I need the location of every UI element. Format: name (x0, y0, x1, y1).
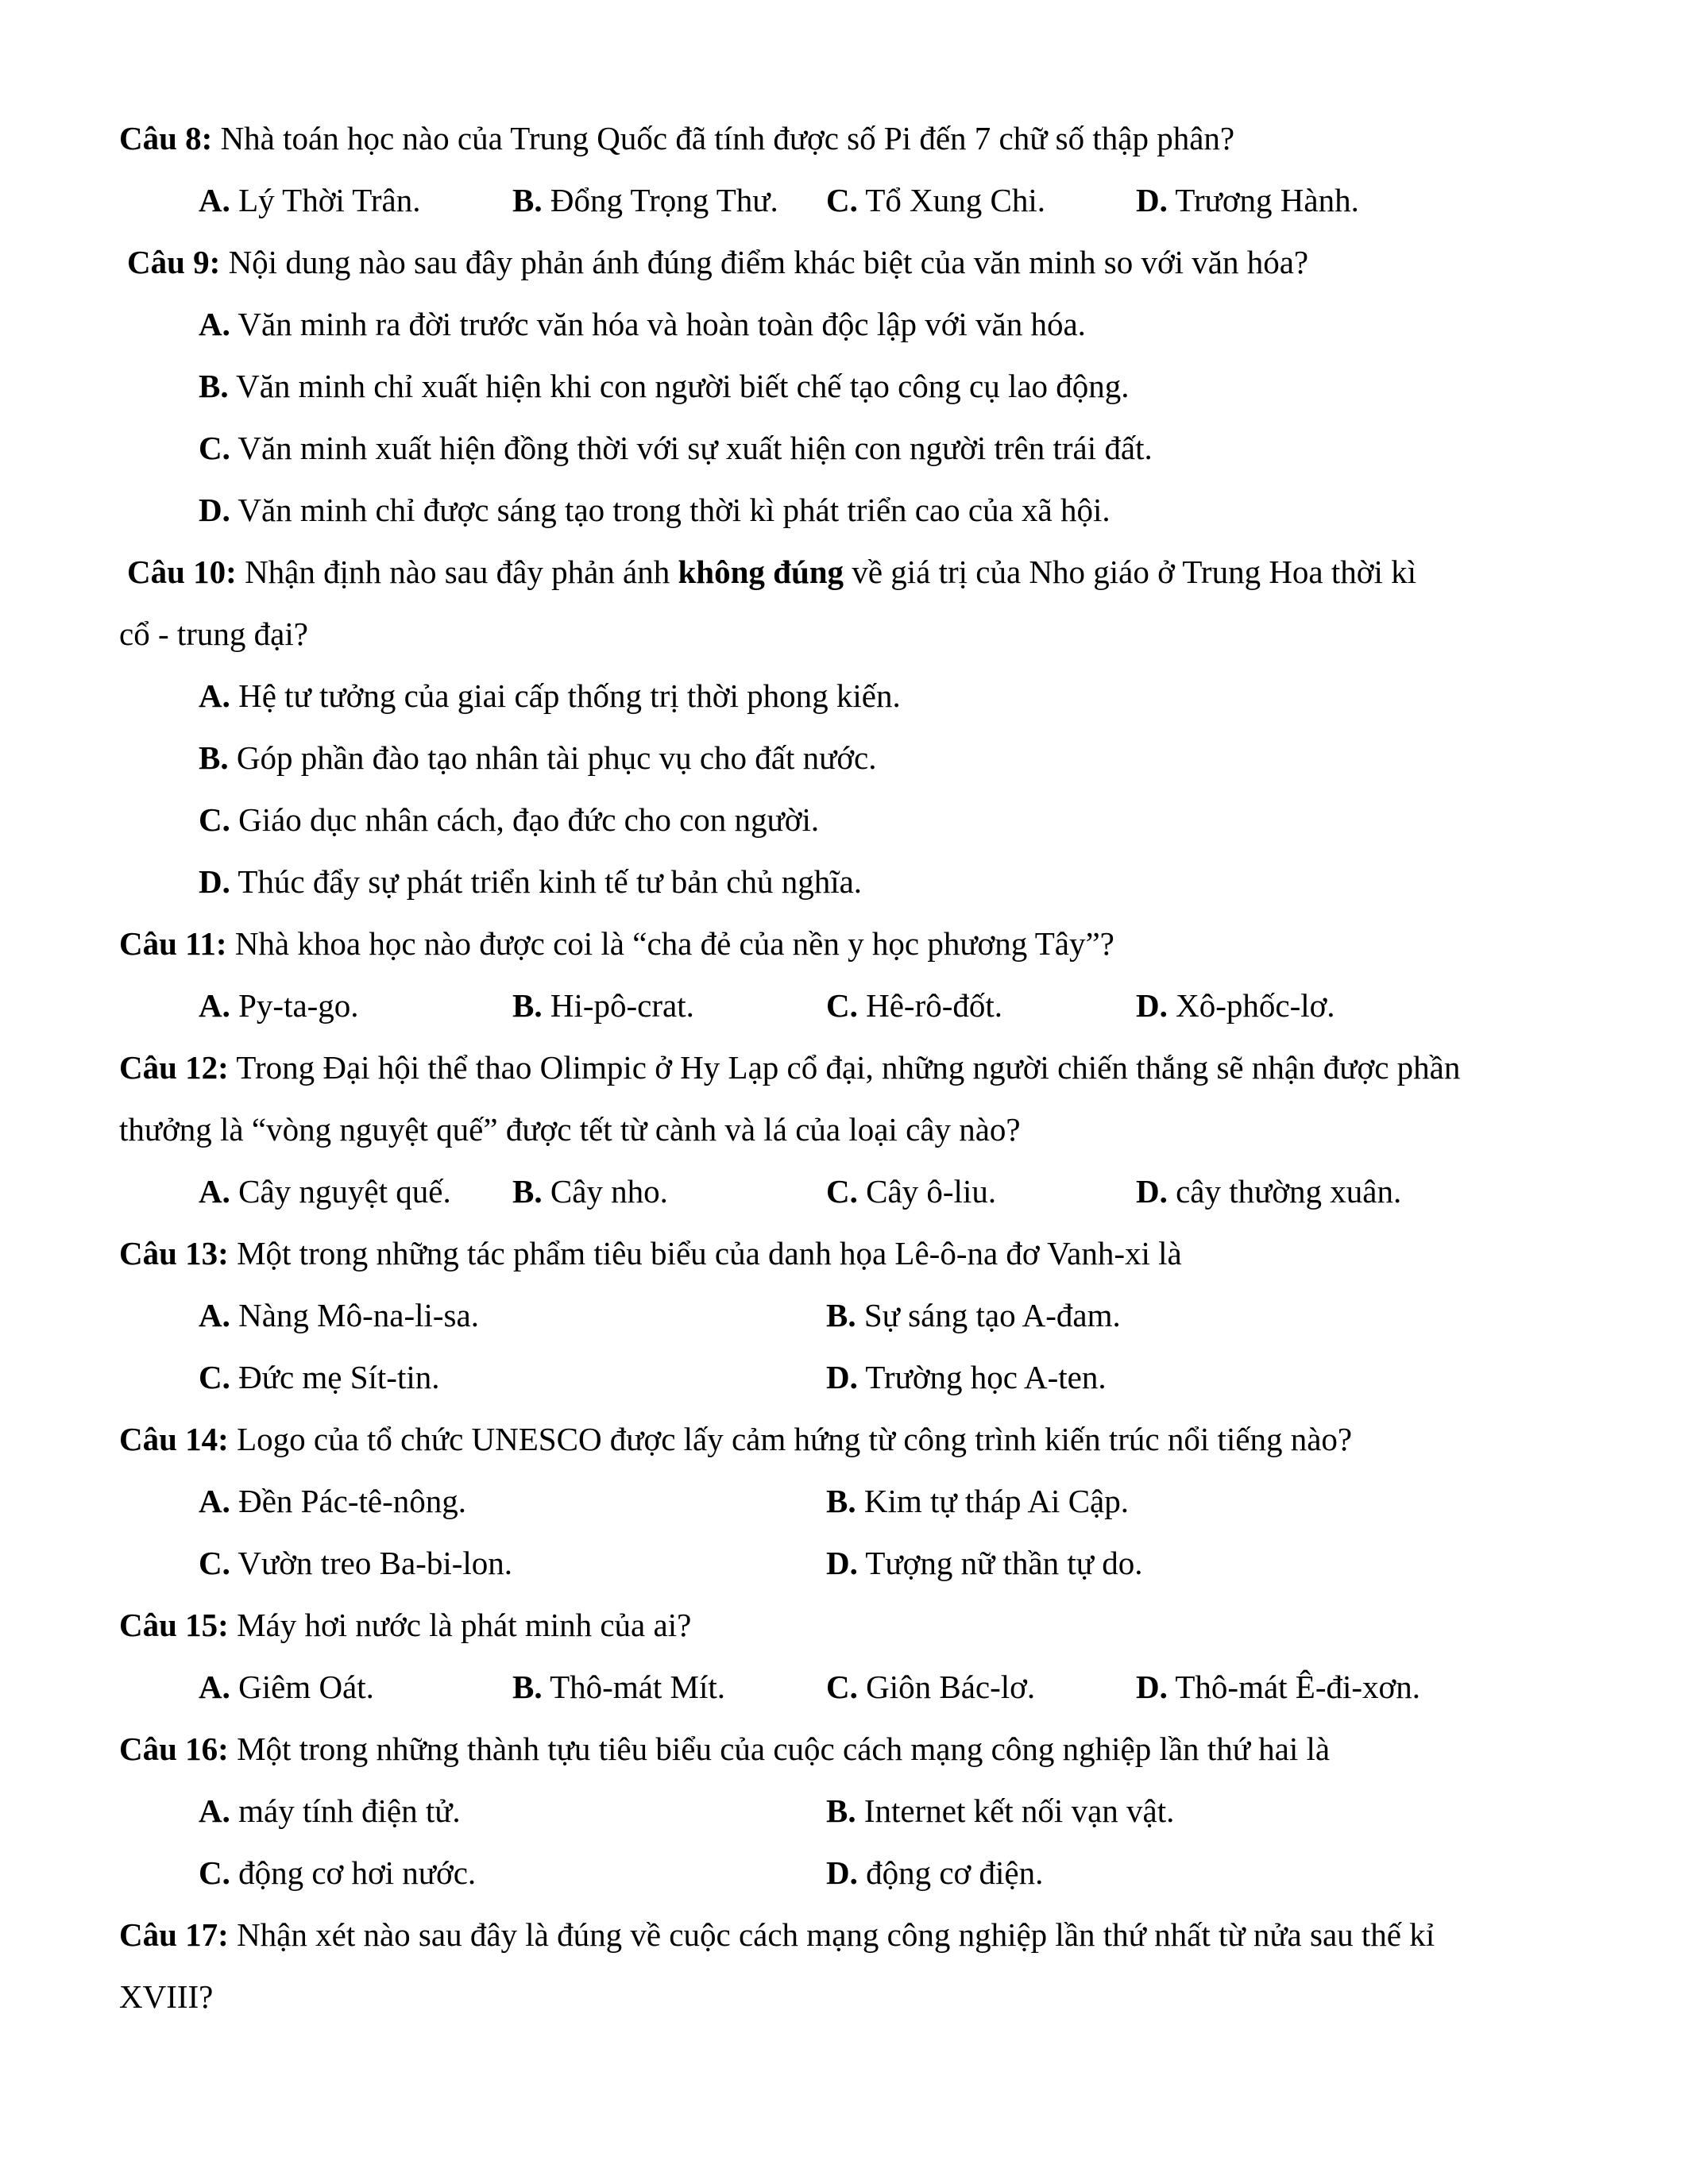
option-text: Hê-rô-đốt. (857, 987, 1003, 1024)
option-a (199, 1668, 374, 1706)
option-text: Vườn treo Ba-bi-lon. (230, 1545, 513, 1581)
option-letter: C. (826, 1669, 858, 1705)
option-a (199, 1296, 479, 1334)
option-text: Sự sáng tạo A-đam. (856, 1297, 1121, 1333)
option-text: Cây ô-liu. (857, 1173, 997, 1210)
option-text: Cây nguyệt quế. (230, 1173, 451, 1210)
option-letter: A. (199, 1669, 230, 1705)
option-letter: D. (1136, 987, 1168, 1024)
option-c (826, 986, 1002, 1024)
question-label: Câu 11: (119, 925, 227, 962)
option-b (512, 181, 778, 219)
option-letter: C. (199, 801, 230, 838)
option-text: Py-ta-go. (230, 987, 359, 1024)
question-text: Một trong những tác phẩm tiêu biểu của danh họa Lê-ô-na đơ Vanh-xi là (228, 1235, 1182, 1271)
option-text: Xô-phốc-lơ. (1167, 987, 1335, 1024)
question-text: về giá trị của Nho giáo ở Trung Hoa thời kì (844, 554, 1416, 590)
option-text: Internet kết nối vạn vật. (856, 1792, 1175, 1829)
option-letter: C. (826, 182, 858, 218)
option-c (199, 1358, 440, 1396)
question-label: Câu 15: (119, 1607, 229, 1643)
option-letter: D. (1136, 182, 1168, 218)
option-a (199, 1792, 461, 1830)
option-letter: B. (199, 739, 229, 776)
question-label: Câu 12: (119, 1049, 229, 1086)
question-15 (119, 1606, 691, 1644)
option-letter: A. (199, 987, 230, 1024)
question-label: Câu 16: (119, 1731, 229, 1767)
option-c (199, 1854, 476, 1892)
option-letter: D. (826, 1359, 858, 1395)
option-letter: D. (826, 1854, 858, 1891)
option-d (826, 1854, 1043, 1892)
option-letter: B. (512, 182, 543, 218)
option-d (199, 862, 862, 901)
option-text: Văn minh ra đời trước văn hóa và hoàn toàn độc lập với văn hóa. (230, 306, 1086, 342)
question-text: Trong Đại hội thể thao Olimpic ở Hy Lạp cổ đại, những người chiến thắng sẽ nhận được phần (228, 1049, 1461, 1086)
option-letter: B. (512, 1669, 543, 1705)
option-c (826, 181, 1045, 219)
question-label: Câu 14: (119, 1421, 229, 1457)
option-b (512, 1172, 668, 1210)
question-label: Câu 9: (127, 244, 221, 280)
option-text: Kim tự tháp Ai Cập. (856, 1483, 1129, 1519)
option-letter: B. (826, 1297, 856, 1333)
question-label: Câu 10: (127, 554, 237, 590)
question-label: Câu 8: (119, 120, 213, 156)
option-c (199, 1544, 512, 1582)
question-14 (119, 1420, 1352, 1458)
option-letter: A. (199, 677, 230, 714)
option-text: Văn minh chỉ được sáng tạo trong thời kì phát triển cao của xã hội. (230, 492, 1111, 528)
option-text: Giêm Oát. (230, 1669, 374, 1705)
option-b (199, 367, 1130, 405)
option-text: Thô-mát Ê-đi-xơn. (1167, 1669, 1420, 1705)
option-b (199, 739, 876, 777)
question-label: Câu 13: (119, 1235, 229, 1271)
option-a (199, 986, 359, 1024)
option-text: Đổng Trọng Thư. (542, 182, 778, 218)
option-text: Góp phần đào tạo nhân tài phục vụ cho đất nước. (228, 739, 877, 776)
option-letter: C. (199, 430, 230, 466)
option-b (826, 1482, 1129, 1520)
option-d (199, 491, 1111, 529)
option-text: Trường học A-ten. (857, 1359, 1107, 1395)
option-c (199, 801, 819, 839)
option-letter: D. (826, 1545, 858, 1581)
option-text: Tượng nữ thần tự do. (857, 1545, 1143, 1581)
question-text: Nội dung nào sau đây phản ánh đúng điểm khác biệt của văn minh so với văn hóa? (220, 244, 1309, 280)
option-letter: A. (199, 306, 230, 342)
option-text: Nàng Mô-na-li-sa. (230, 1297, 479, 1333)
option-letter: A. (199, 1792, 230, 1829)
question-text: Nhận xét nào sau đây là đúng về cuộc cách mạng công nghiệp lần thứ nhất từ nửa sau thế kỉ (228, 1916, 1435, 1953)
option-letter: D. (199, 492, 230, 528)
option-c (826, 1668, 1035, 1706)
option-text: Văn minh chỉ xuất hiện khi con người biết chế tạo công cụ lao động. (228, 368, 1130, 404)
option-text: Văn minh xuất hiện đồng thời với sự xuất hiện con người trên trái đất. (230, 430, 1153, 466)
option-letter: C. (199, 1359, 230, 1395)
option-b (826, 1296, 1121, 1334)
option-letter: A. (199, 1173, 230, 1210)
option-letter: B. (512, 1173, 543, 1210)
option-text: máy tính điện tử. (230, 1792, 461, 1829)
option-text: Lý Thời Trân. (230, 182, 421, 218)
question-text: Máy hơi nước là phát minh của ai? (228, 1607, 692, 1643)
question-10-continued (119, 615, 308, 653)
question-17 (119, 1916, 1435, 1954)
option-a (199, 305, 1086, 343)
option-letter: C. (199, 1545, 230, 1581)
option-a (199, 1482, 466, 1520)
question-10 (127, 553, 1416, 591)
question-16 (119, 1730, 1330, 1768)
question-text: thưởng là “vòng nguyệt quế” được tết từ cành và lá của loại cây nào? (119, 1111, 1021, 1148)
option-d (826, 1358, 1107, 1396)
option-text: Trương Hành. (1167, 182, 1359, 218)
option-letter: D. (1136, 1173, 1168, 1210)
option-text: Đức mẹ Sít-tin. (230, 1359, 440, 1395)
option-a (199, 1172, 451, 1210)
question-text: Logo của tổ chức UNESCO được lấy cảm hứng từ công trình kiến trúc nổi tiếng nào? (228, 1421, 1353, 1457)
question-17-continued (119, 1978, 213, 2016)
option-d (1136, 181, 1359, 219)
option-letter: B. (512, 987, 543, 1024)
option-text: Tổ Xung Chi. (857, 182, 1046, 218)
option-text: Hi-pô-crat. (542, 987, 694, 1024)
question-text: Nhà toán học nào của Trung Quốc đã tính được số Pi đến 7 chữ số thập phân? (212, 120, 1235, 156)
option-text: động cơ điện. (857, 1854, 1044, 1891)
option-letter: C. (199, 1854, 230, 1891)
option-letter: B. (826, 1792, 856, 1829)
question-8 (119, 119, 1234, 157)
option-b (826, 1792, 1174, 1830)
option-letter: A. (199, 1483, 230, 1519)
option-letter: D. (1136, 1669, 1168, 1705)
option-letter: B. (199, 368, 229, 404)
option-letter: A. (199, 1297, 230, 1333)
question-label: Câu 17: (119, 1916, 229, 1953)
option-b (512, 1668, 725, 1706)
option-text: động cơ hơi nước. (230, 1854, 477, 1891)
option-text: Cây nho. (542, 1173, 668, 1210)
option-a (199, 677, 901, 715)
option-d (826, 1544, 1143, 1582)
option-text: cây thường xuân. (1167, 1173, 1402, 1210)
option-letter: B. (826, 1483, 856, 1519)
option-letter: C. (826, 1173, 858, 1210)
question-12-continued (119, 1110, 1021, 1148)
option-a (199, 181, 421, 219)
question-12 (119, 1048, 1460, 1086)
option-text: Thô-mát Mít. (542, 1669, 726, 1705)
option-text: Đền Pác-tê-nông. (230, 1483, 467, 1519)
option-d (1136, 1668, 1420, 1706)
option-letter: A. (199, 182, 230, 218)
question-emphasis: không đúng (678, 554, 844, 590)
option-text: Giôn Bác-lơ. (857, 1669, 1036, 1705)
question-text: XVIII? (119, 1978, 214, 2015)
question-text: Nhận định nào sau đây phản ánh (236, 554, 678, 590)
option-d (1136, 1172, 1401, 1210)
option-c (826, 1172, 996, 1210)
option-text: Giáo dục nhân cách, đạo đức cho con người. (230, 801, 820, 838)
option-letter: D. (199, 863, 230, 900)
option-b (512, 986, 694, 1024)
question-9 (127, 243, 1308, 281)
question-13 (119, 1234, 1182, 1272)
option-text: Thúc đẩy sự phát triển kinh tế tư bản chủ nghĩa. (230, 863, 863, 900)
question-text: Nhà khoa học nào được coi là “cha đẻ của nền y học phương Tây”? (226, 925, 1114, 962)
option-c (199, 429, 1153, 467)
option-d (1136, 986, 1335, 1024)
question-11 (119, 924, 1114, 963)
question-text: Một trong những thành tựu tiêu biểu của cuộc cách mạng công nghiệp lần thứ hai là (228, 1731, 1331, 1767)
question-text: cổ - trung đại? (119, 615, 308, 652)
option-text: Hệ tư tưởng của giai cấp thống trị thời phong kiến. (230, 677, 901, 714)
option-letter: C. (826, 987, 858, 1024)
